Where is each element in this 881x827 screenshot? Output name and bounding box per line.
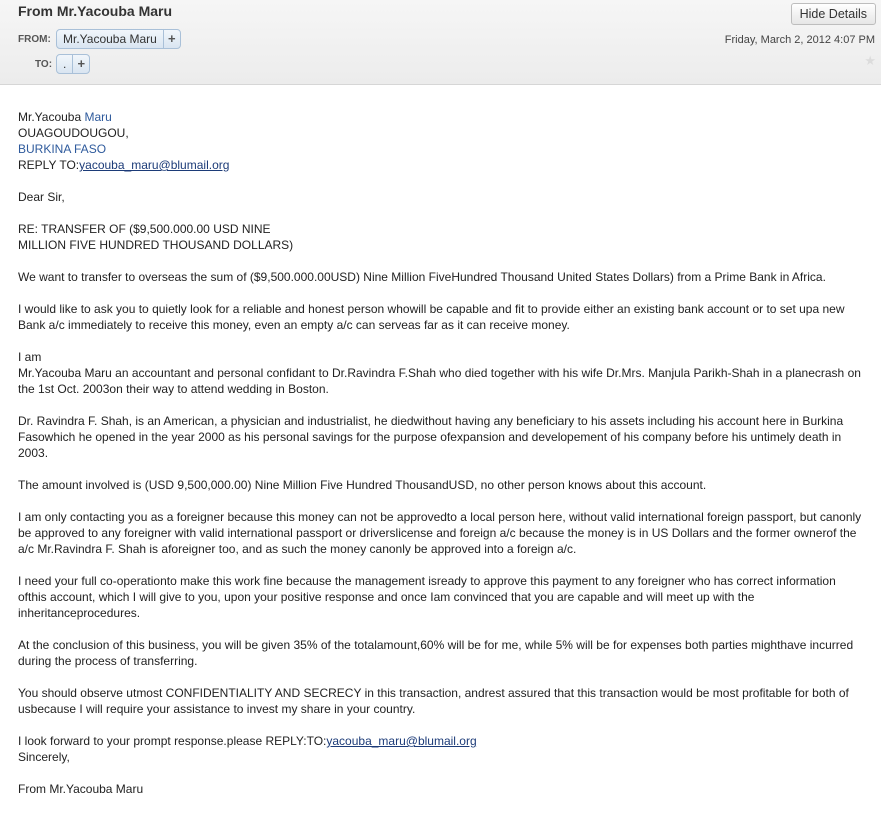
closing-block <box>18 733 864 765</box>
from-label: FROM: <box>18 34 51 45</box>
to-contact-pill[interactable] <box>56 54 90 74</box>
reply-to-label: REPLY TO: <box>18 158 80 172</box>
star-icon[interactable]: ★ <box>864 53 876 68</box>
sender-country: BURKINA FASO <box>18 142 107 156</box>
sender-city: OUAGOUDOUGOU, <box>18 126 129 140</box>
reply-to-email-link[interactable]: yacouba_maru@blumail.org <box>79 158 230 172</box>
paragraph-9: You should observe utmost CONFIDENTIALITY AND SECRECY in this transaction, andrest assured that this transaction would be most profitable for both of usbecause I will require your assistance to invest my share in your country. <box>18 686 849 716</box>
paragraph-2: I would like to ask you to quietly look for a reliable and honest person whowill be capable and fit to provide either an existing bank account or to set upa new Bank a/c immediately to receive this money, even an empty a/c can serveas far as it can receive money. <box>18 302 845 332</box>
paragraph-7: I need your full co-operationto make this work fine because the management isready to approve this payment to any foreigner who has correct information ofthis account, which I will give to you, upon your positive response and once Iam convinced that you are capable and will meet up with the inheritanceprocedures. <box>18 574 836 620</box>
to-label: TO: <box>35 59 53 70</box>
paragraph-6: I am only contacting you as a foreigner because this money can not be approvedto a local person here, without valid international foreign passport, but canonly be approved to any foreigner with valid international passport or driverslicense and foreign a/c because the money is in US Dollars and the former ownerof the a/c Mr.Ravindra F. Shah is aforeigner too, and as such the money canonly be approved into a foreign a/c. <box>18 510 862 556</box>
paragraph-4: Dr. Ravindra F. Shah, is an American, a physician and industrialist, he diedwithout having any beneficiary to his assets including his account here in Burkina Fasowhich he opened in the year 2000 as his personal savings for the purpose ofexpansion and developement of his company before his untimely death in 2003. <box>18 414 844 460</box>
sender-address-block <box>18 109 864 173</box>
hide-details-button[interactable]: Hide Details <box>791 3 876 25</box>
message-subject: From Mr.Yacouba Maru <box>18 3 173 19</box>
sign-off: From Mr.Yacouba Maru <box>18 782 144 796</box>
greeting: Dear Sir, <box>18 190 65 204</box>
re-line: RE: TRANSFER OF ($9,500.000.00 USD NINE MILLION FIVE HUNDRED THOUSAND DOLLARS) <box>18 222 294 252</box>
from-contact-pill[interactable] <box>56 29 181 49</box>
sender-name-last: Maru <box>84 110 112 124</box>
closing-email-link[interactable]: yacouba_maru@blumail.org <box>326 734 477 748</box>
message-date: Friday, March 2, 2012 4:07 PM <box>724 34 875 46</box>
paragraph-3: I am Mr.Yacouba Maru an accountant and personal confidant to Dr.Ravindra F.Shah who died together with his wife Dr.Mrs. Manjula Parikh-Shah in a planecrash on the 1st Oct. 2003on their way to attend wedding in Boston. <box>18 350 861 396</box>
to-contact-name[interactable]: . <box>63 57 67 71</box>
closing-text: I look forward to your prompt response.please REPLY:TO: <box>18 734 327 748</box>
add-icon[interactable]: + <box>163 30 180 48</box>
from-contact-name[interactable]: Mr.Yacouba Maru <box>63 32 157 46</box>
paragraph-1: We want to transfer to overseas the sum of ($9,500.000.00USD) Nine Million FiveHundred Thousand United States Dollars) from a Prime Bank in Africa. <box>18 270 826 284</box>
paragraph-8: At the conclusion of this business, you will be given 35% of the totalamount,60% will be for me, while 5% will be for expenses both parties mighthave incurred during the process of transferring. <box>18 638 854 668</box>
paragraph-5: The amount involved is (USD 9,500,000.00) Nine Million Five Hundred ThousandUSD, no other person knows about this account. <box>18 478 707 492</box>
sincerely: Sincerely, <box>18 750 70 764</box>
message-header <box>0 0 881 85</box>
message-body <box>18 109 864 813</box>
sender-name-first: Mr.Yacouba <box>18 110 85 124</box>
add-icon[interactable]: + <box>72 55 89 73</box>
